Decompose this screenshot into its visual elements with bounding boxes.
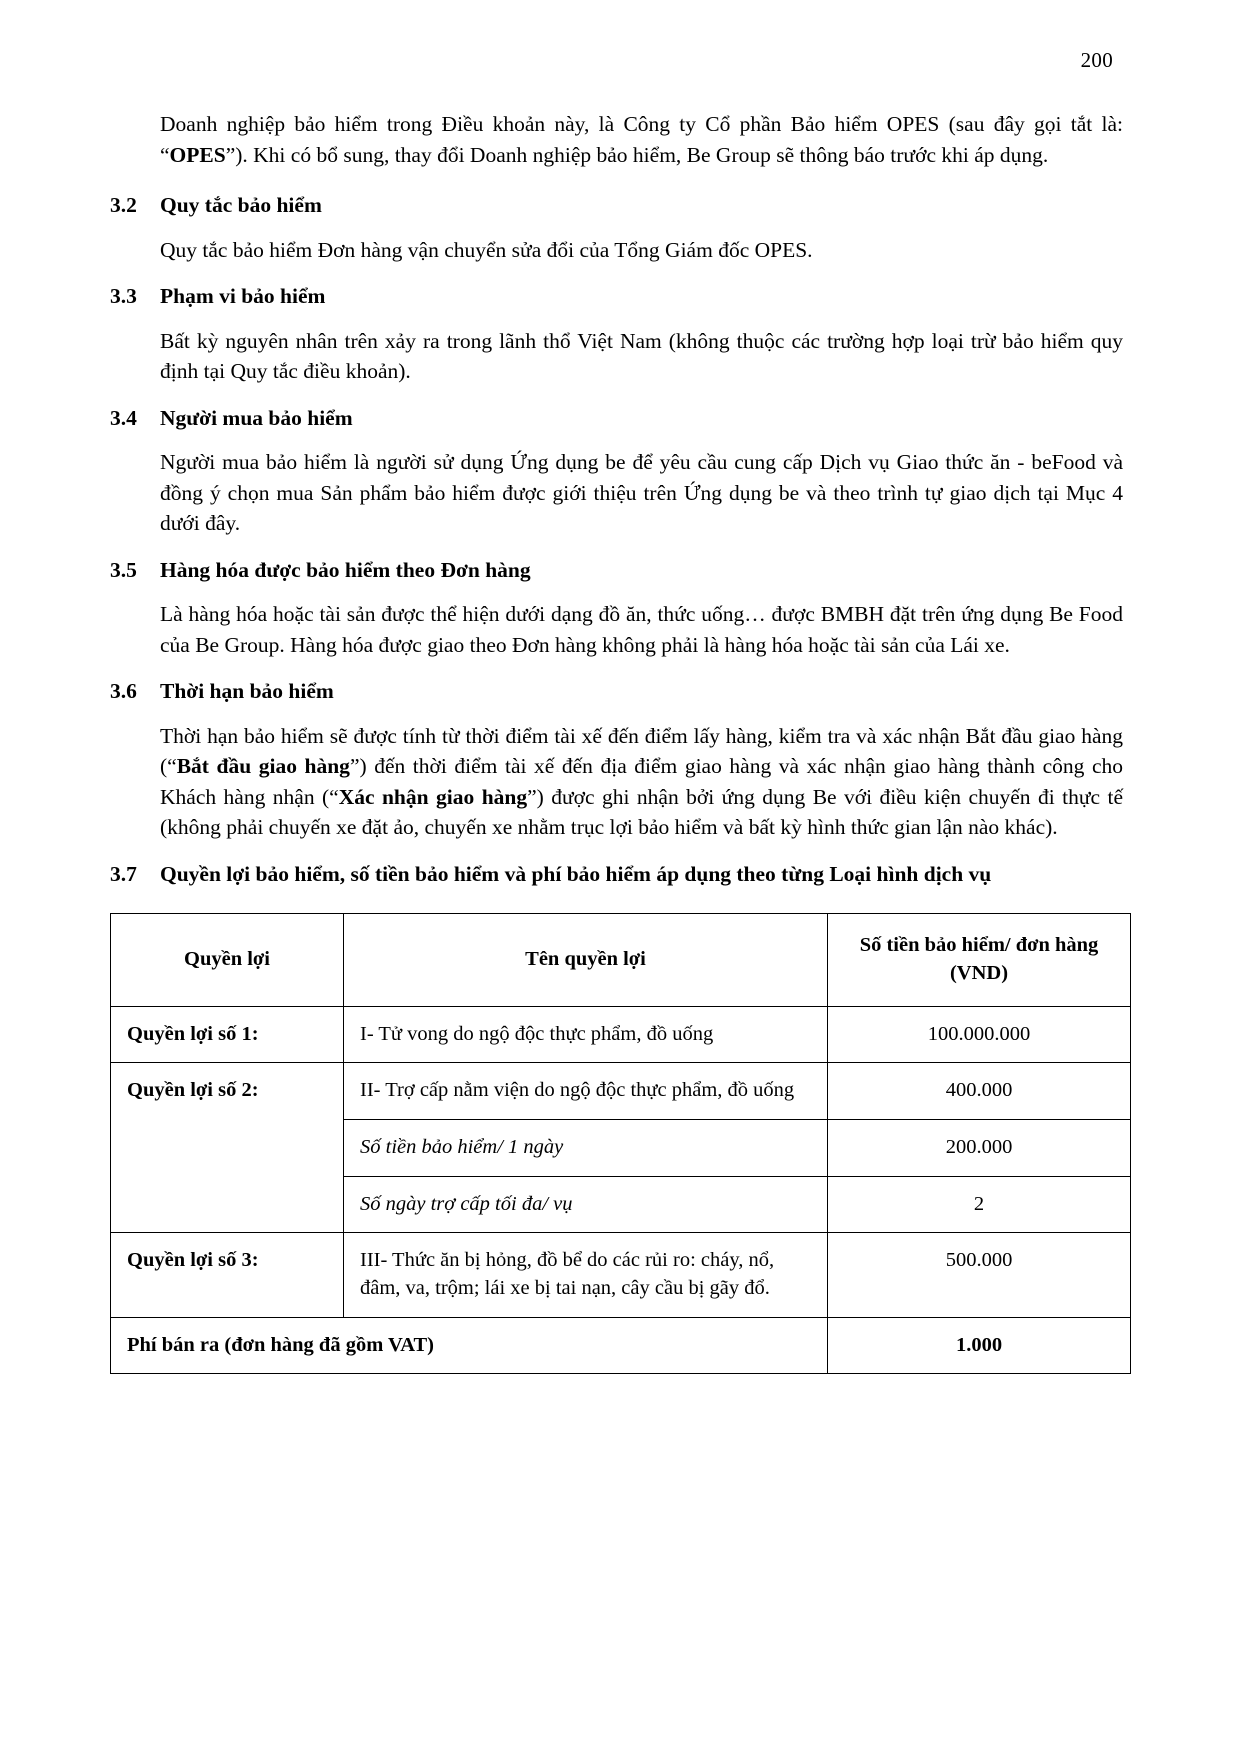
section-title-3-4: Người mua bảo hiểm [160, 405, 353, 430]
body-3-6-bold1: Bắt đầu giao hàng [176, 754, 350, 779]
benefits-table [110, 913, 1131, 1374]
cell-benefit-1: Quyền lợi số 1: [111, 1006, 344, 1063]
section-heading-3-7 [110, 859, 1131, 890]
body-3-6-part3: ”) được ghi nhận bởi ứng dụng Be với điều kiện chuyến đi thực tế (không phải chuyến xe đặt ảo, chuyến xe nhằm trục lợi bảo hiểm và bất kỳ hình thức gian lận nào khác). [160, 784, 1123, 840]
cell-benefit-3: Quyền lợi số 3: [111, 1233, 344, 1317]
cell-amount-2a: 200.000 [828, 1120, 1131, 1177]
section-title-3-7: Quyền lợi bảo hiểm, số tiền bảo hiểm và phí bảo hiểm áp dụng theo từng Loại hình dịch vụ [160, 861, 992, 886]
section-number-3-7: 3.7 [110, 861, 137, 886]
cell-benefit-2: Quyền lợi số 2: [111, 1063, 344, 1233]
intro-paragraph [110, 109, 1131, 170]
section-title-3-3: Phạm vi bảo hiểm [160, 284, 326, 309]
section-number-3-5: 3.5 [110, 557, 137, 582]
cell-amount-1: 100.000.000 [828, 1006, 1131, 1063]
body-3-6-part2: ”) đến thời điểm tài xế đến địa điểm giao hàng và xác nhận giao hàng thành công cho Khách hàng nhận (“ [160, 754, 1123, 809]
intro-bold-term: OPES [169, 142, 226, 167]
section-heading-3-6 [110, 676, 1131, 707]
section-heading-3-4 [110, 403, 1131, 434]
benefits-table-head [111, 914, 1131, 1006]
section-title-3-5: Hàng hóa được bảo hiểm theo Đơn hàng [160, 557, 531, 582]
cell-name-2a: Số tiền bảo hiểm/ 1 ngày [344, 1120, 828, 1177]
intro-text-after: ”). Khi có bổ sung, thay đổi Doanh nghiệp bảo hiểm, Be Group sẽ thông báo trước khi áp dụng. [225, 142, 1049, 167]
cell-amount-3: 500.000 [828, 1233, 1131, 1317]
section-body-3-2: Quy tắc bảo hiểm Đơn hàng vận chuyển sửa đổi của Tổng Giám đốc OPES. [160, 237, 813, 262]
cell-name-3: III- Thức ăn bị hỏng, đồ bể do các rủi ro: cháy, nổ, đâm, va, trộm; lái xe bị tai nạn, cây cầu bị gãy đổ. [344, 1233, 828, 1317]
cell-fee-value: 1.000 [828, 1317, 1131, 1374]
intro-text-before: Doanh nghiệp bảo hiểm trong Điều khoản này, là Công ty Cổ phần Bảo hiểm OPES (sau đây gọi tắt là: “ [160, 112, 1123, 167]
section-number-3-4: 3.4 [110, 405, 137, 430]
cell-name-2b: Số ngày trợ cấp tối đa/ vụ [344, 1176, 828, 1233]
section-body-3-4: Người mua bảo hiểm là người sử dụng Ứng dụng be để yêu cầu cung cấp Dịch vụ Giao thức ăn - beFood và đồng ý chọn mua Sản phẩm bảo hiểm được giới thiệu trên Ứng dụng be và theo trình tự giao dịch tại Mục 4 dưới đây. [160, 450, 1123, 536]
table-row [111, 1233, 1131, 1317]
document-content [110, 109, 1131, 1374]
cell-name-2: II- Trợ cấp nằm viện do ngộ độc thực phẩm, đồ uống [344, 1063, 828, 1120]
section-number-3-2: 3.2 [110, 193, 137, 218]
section-number-3-6: 3.6 [110, 679, 137, 704]
cell-amount-2b: 2 [828, 1176, 1131, 1233]
cell-fee-label: Phí bán ra (đơn hàng đã gồm VAT) [111, 1317, 828, 1374]
header-insured-amount: Số tiền bảo hiểm/ đơn hàng (VND) [828, 914, 1131, 1006]
table-row [111, 1006, 1131, 1063]
section-heading-3-3 [110, 281, 1131, 312]
section-number-3-3: 3.3 [110, 284, 137, 309]
section-body-3-3: Bất kỳ nguyên nhân trên xảy ra trong lãnh thổ Việt Nam (không thuộc các trường hợp loại trừ bảo hiểm quy định tại Quy tắc điều khoản). [160, 328, 1123, 384]
section-title-3-6: Thời hạn bảo hiểm [160, 679, 334, 704]
table-header-row [111, 914, 1131, 1006]
body-3-6-bold2: Xác nhận giao hàng [338, 784, 528, 809]
benefits-table-body [111, 1006, 1131, 1374]
table-row [111, 1063, 1131, 1120]
section-body-3-6 [110, 721, 1131, 843]
body-3-6-part1: Thời hạn bảo hiểm sẽ được tính từ thời điểm tài xế đến điểm lấy hàng, kiểm tra và xác nhận Bắt đầu giao hàng (“ [160, 723, 1123, 779]
section-title-3-2: Quy tắc bảo hiểm [160, 193, 322, 218]
section-heading-3-5 [110, 555, 1131, 586]
header-benefit-name: Tên quyền lợi [344, 914, 828, 1006]
cell-amount-2: 400.000 [828, 1063, 1131, 1120]
table-row-fee [111, 1317, 1131, 1374]
page-number: 200 [1080, 48, 1113, 72]
section-heading-3-2 [110, 190, 1131, 221]
cell-name-1: I- Tử vong do ngộ độc thực phẩm, đồ uống [344, 1006, 828, 1063]
section-body-3-5: Là hàng hóa hoặc tài sản được thể hiện dưới dạng đồ ăn, thức uống… được BMBH đặt trên ứng dụng Be Food của Be Group. Hàng hóa được giao theo Đơn hàng không phải là hàng hóa hoặc tài sản của Lái xe. [160, 602, 1123, 657]
header-benefit: Quyền lợi [111, 914, 344, 1006]
